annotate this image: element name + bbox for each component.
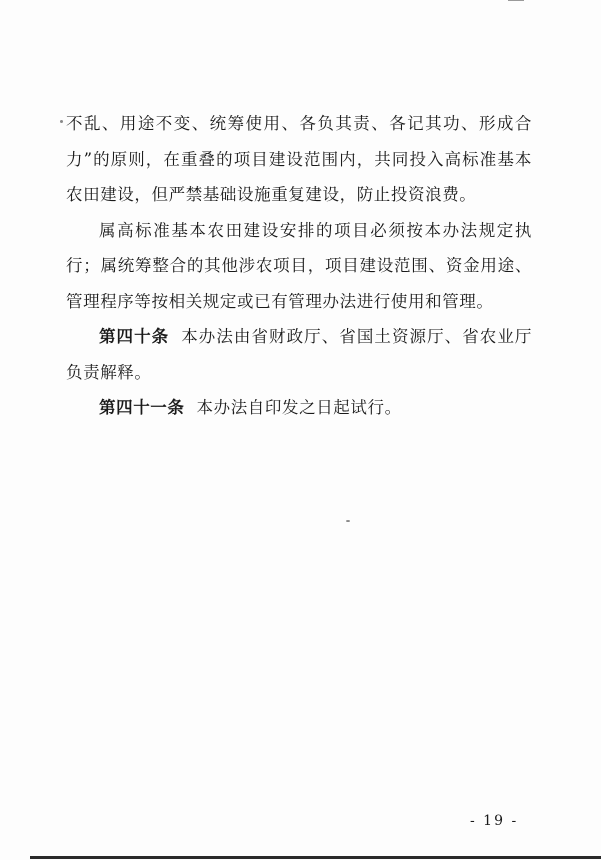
- paragraph-text: 不乱、用途不变、统筹使用、各负其责、各记其功、形成合力”的原则，在重叠的项目建设范围内，共同投入高标准基本农田建设，但严禁基础设施重复建设，防止投资浪费。: [66, 114, 532, 204]
- scan-speck: [60, 120, 63, 123]
- article-40: [66, 319, 532, 390]
- paragraph-continuation: [66, 106, 532, 213]
- paragraph: [66, 213, 532, 320]
- scan-speck: [346, 520, 350, 522]
- document-body: [66, 106, 532, 426]
- article-text: 本办法由省财政厅、省国土资源厅、省农业厅负责解释。: [66, 327, 533, 382]
- bottom-scan-edge: [30, 856, 601, 859]
- article-text: 本办法自印发之日起试行。: [196, 398, 402, 417]
- article-41: [66, 390, 532, 426]
- page-number: - 19 -: [470, 813, 519, 829]
- article-heading: 第四十一条: [99, 398, 185, 417]
- article-heading: 第四十条: [99, 327, 170, 346]
- paragraph-text: 属高标准基本农田建设安排的项目必须按本办法规定执行；属统筹整合的其他涉农项目，项目建设范围、资金用途、管理程序等按相关规定或已有管理办法进行使用和管理。: [66, 220, 532, 311]
- scan-edge-mark: [508, 0, 524, 1]
